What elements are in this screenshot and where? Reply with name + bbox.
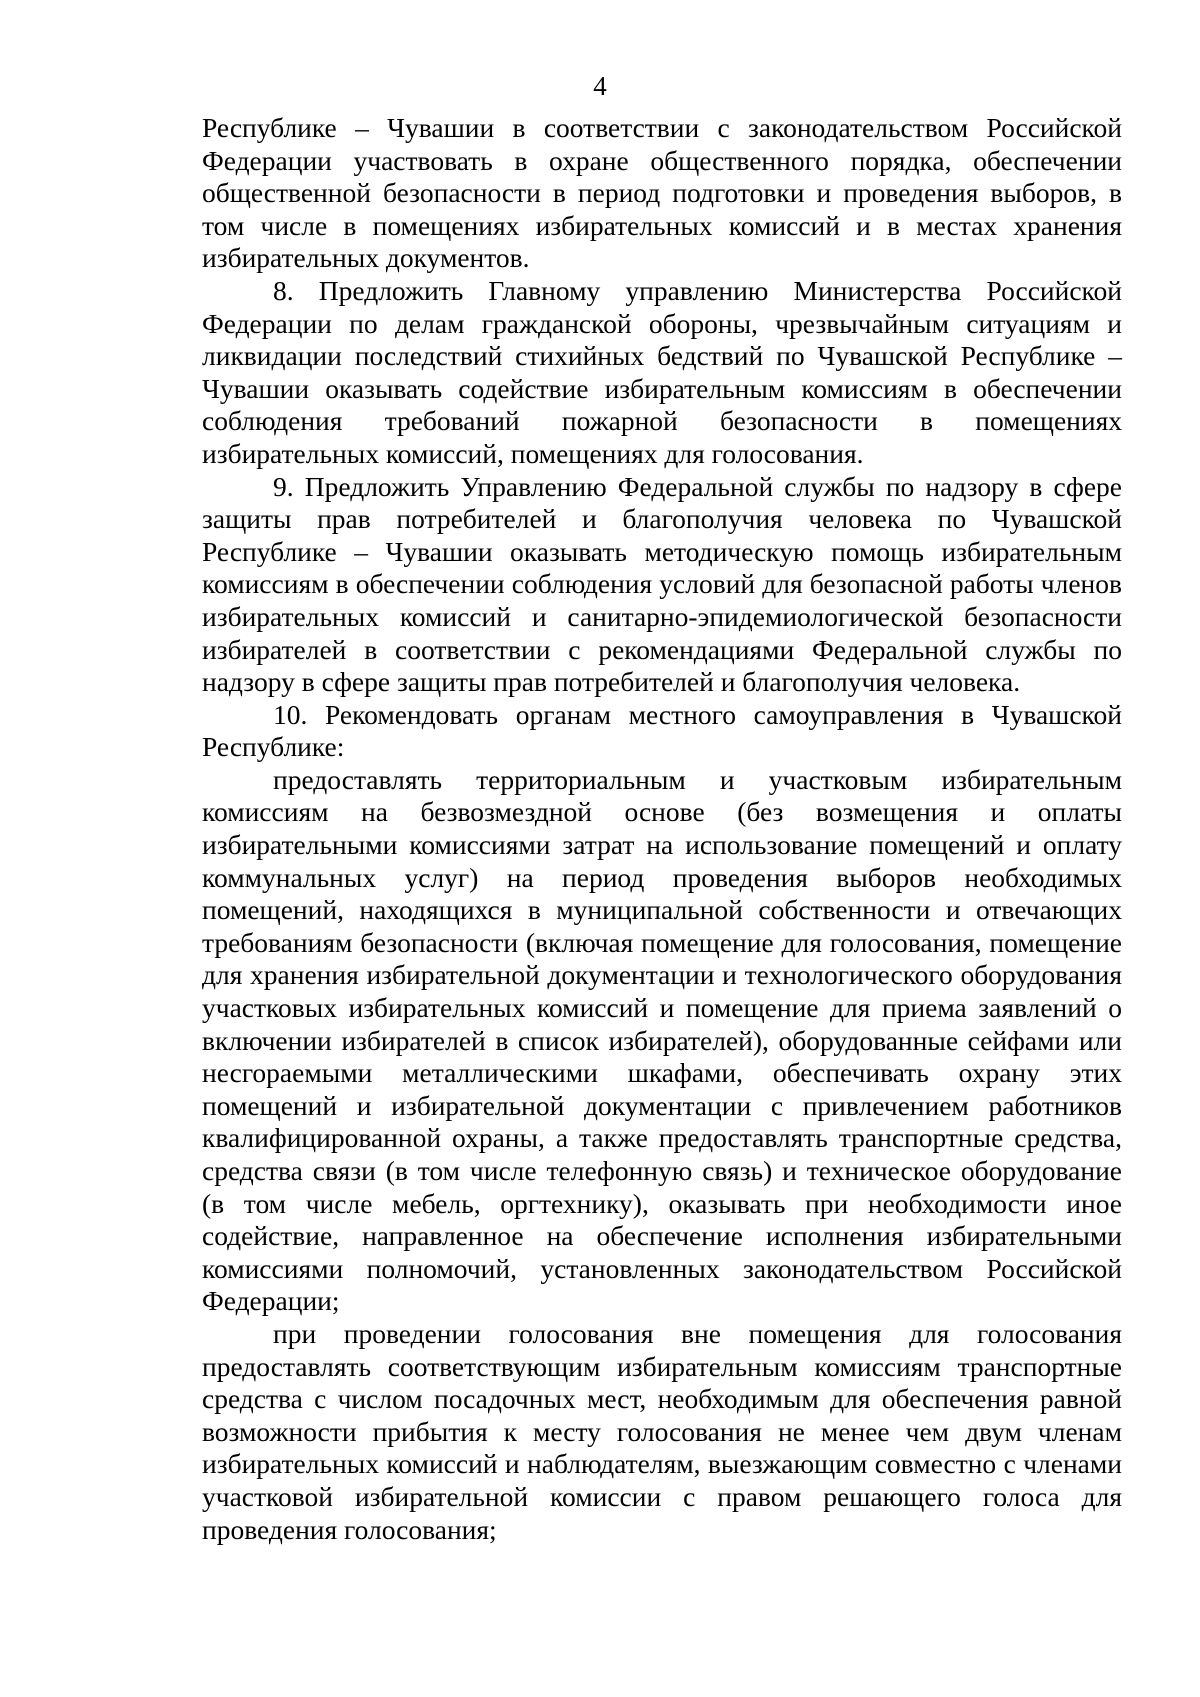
paragraph-item-10: 10. Рекомендовать органам местного самоуправления в Чувашской Республике: — [202, 698, 1122, 763]
paragraph-item-9: 9. Предложить Управлению Федеральной службы по надзору в сфере защиты прав потребителей и благополучия человека по Чувашской Республике – Чувашии оказывать методическую помощь избирательным комиссиям в обеспечении соблюдения условий для безопасной работы членов избирательных комиссий и санитарно-эпидемиологической безопасности избирателей в соответствии с рекомендациями Федеральной службы по надзору в сфере защиты прав потребителей и благополучия человека. — [202, 470, 1122, 698]
paragraph-item-10-transport: при проведении голосования вне помещения для голосования предоставлять соответствующим избирательным комиссиям транспортные средства с числом посадочных мест, необходимым для обеспечения равной возможности прибытия к месту голосования не менее чем двум членам избирательных комиссий и наблюдателям, выезжающим совместно с членами участковой избирательной комиссии с правом решающего голоса для проведения голосования; — [202, 1317, 1122, 1545]
paragraph-item-8: 8. Предложить Главному управлению Министерства Российской Федерации по делам гражданской обороны, чрезвычайным ситуациям и ликвидации последствий стихийных бедствий по Чувашской Республике – Чувашии оказывать содействие избирательным комиссиям в обеспечении соблюдения требований пожарной безопасности в помещениях избирательных комиссий, помещениях для голосования. — [202, 274, 1122, 469]
paragraph-item-10-premises: предоставлять территориальным и участковым избирательным комиссиям на безвозмездной основе (без возмещения и оплаты избирательными комиссиями затрат на использование помещений и оплату коммунальных услуг) на период проведения выборов необходимых помещений, находящихся в муниципальной собственности и отвечающих требованиям безопасности (включая помещение для голосования, помещение для хранения избирательной документации и технологического оборудования участковых избирательных комиссий и помещение для приема заявлений о включении избирателей в список избирателей), оборудованные сейфами или несгораемыми металлическими шкафами, обеспечивать охрану этих помещений и избирательной документации с привлечением работников квалифицированной охраны, а также предоставлять транспортные средства, средства связи (в том числе телефонную связь) и техническое оборудование (в том числе мебель, оргтехнику), оказывать при необходимости иное содействие, направленное на обеспечение исполнения избирательными комиссиями полномочий, установленных законодательством Российской Федерации; — [202, 763, 1122, 1317]
document-body — [202, 112, 1122, 1546]
page-number: 4 — [593, 71, 607, 101]
paragraph-continuation: Республике – Чувашии в соответствии с законодательством Российской Федерации участвовать в охране общественного порядка, обеспечении общественной безопасности в период подготовки и проведения выборов, в том числе в помещениях избирательных комиссий и в местах хранения избирательных документов. — [202, 112, 1122, 274]
